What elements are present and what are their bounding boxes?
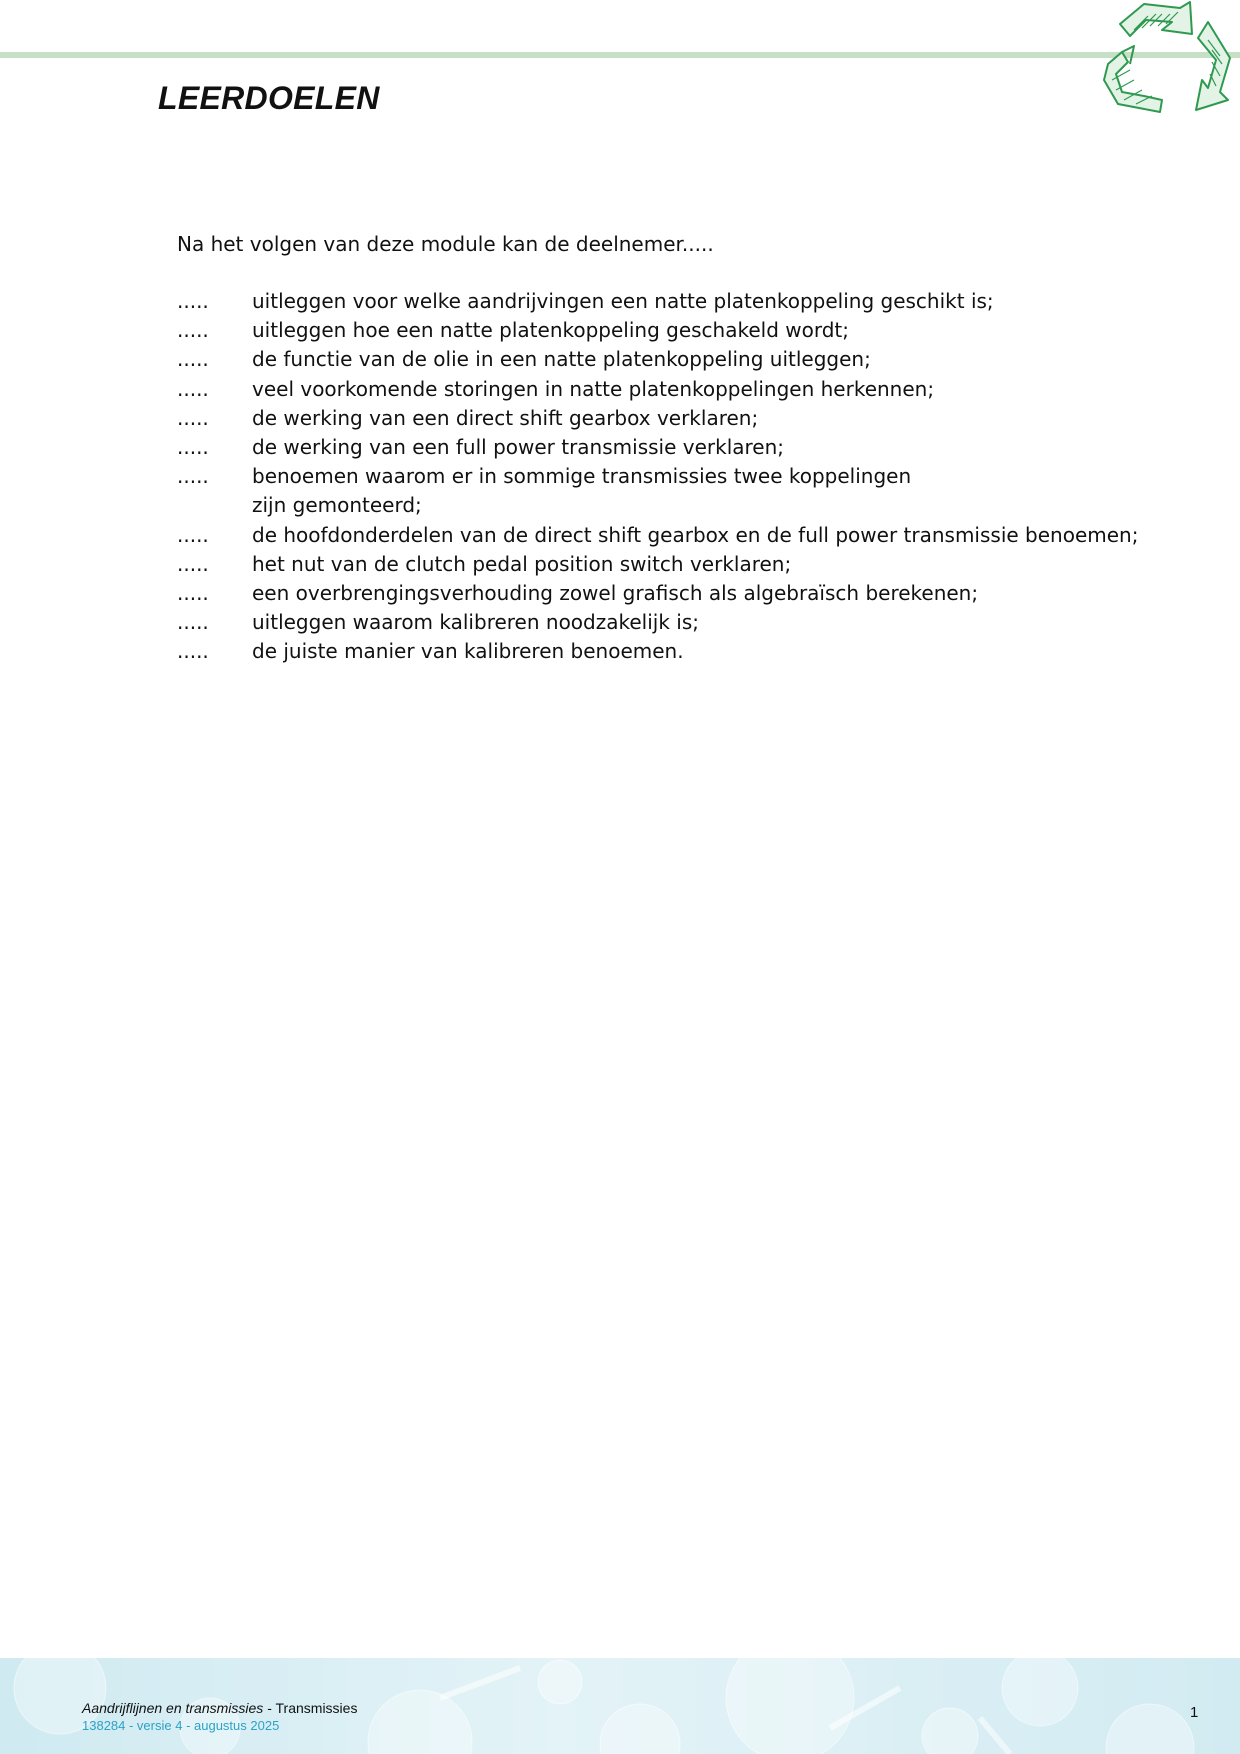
footer-separator: - [263, 1700, 276, 1716]
objective-marker: ..... [177, 347, 209, 372]
objective-item [177, 637, 1217, 666]
objective-item [177, 287, 1217, 316]
footer-chapter: Transmissies [275, 1700, 358, 1716]
objective-marker: ..... [177, 581, 209, 606]
objective-item [177, 404, 1217, 433]
intro-text: Na het volgen van deze module kan de deelnemer..... [177, 232, 714, 256]
objective-marker: ..... [177, 551, 209, 576]
objective-item [177, 550, 1217, 579]
objective-marker: ..... [177, 639, 209, 664]
objective-item [177, 433, 1217, 462]
objective-text: de werking van een direct shift gearbox verklaren; [252, 405, 759, 430]
footer-course-title [82, 1700, 357, 1716]
objective-text: het nut van de clutch pedal position switch verklaren; [252, 551, 792, 576]
objective-text: de juiste manier van kalibreren benoemen. [252, 639, 684, 664]
objective-text: uitleggen waarom kalibreren noodzakelijk is; [252, 610, 699, 635]
objective-text: uitleggen hoe een natte platenkoppeling geschakeld wordt; [252, 318, 850, 343]
objective-text: veel voorkomende storingen in natte platenkoppelingen herkennen; [252, 376, 935, 401]
objective-marker: ..... [177, 435, 209, 460]
learning-objectives-list [177, 287, 1217, 667]
page-footer [0, 1658, 1240, 1754]
objective-text: de functie van de olie in een natte platenkoppeling uitleggen; [252, 347, 871, 372]
objective-marker: ..... [177, 464, 209, 489]
objective-item [177, 375, 1217, 404]
objective-text: de werking van een full power transmissie verklaren; [252, 435, 785, 460]
objective-item [177, 579, 1217, 608]
objective-marker: ..... [177, 289, 209, 313]
objective-text: benoemen waarom er in sommige transmissies twee koppelingen zijn gemonteerd; [252, 464, 912, 518]
recycle-arrows-icon [1100, 0, 1240, 118]
page-number: 1 [1190, 1704, 1199, 1721]
objective-text: de hoofdonderdelen van de direct shift gearbox en de full power transmissie benoemen; [252, 522, 1139, 547]
footer-version-info: 138284 - versie 4 - augustus 2025 [82, 1718, 280, 1733]
objective-item [177, 316, 1217, 345]
objective-marker: ..... [177, 610, 209, 635]
header-rule [0, 52, 1240, 58]
objective-text: een overbrengingsverhouding zowel grafisch als algebraïsch berekenen; [252, 581, 979, 606]
footer-course-name: Aandrijflijnen en transmissies [82, 1700, 264, 1716]
objective-marker: ..... [177, 318, 209, 343]
objective-marker: ..... [177, 522, 209, 547]
objective-item [177, 521, 1217, 550]
objective-item [177, 345, 1217, 374]
objective-marker: ..... [177, 405, 209, 430]
objective-text: uitleggen voor welke aandrijvingen een natte platenkoppeling geschikt is; [252, 289, 994, 313]
objective-marker: ..... [177, 376, 209, 401]
objective-item [177, 608, 1217, 637]
page-title: LEERDOELEN [158, 80, 380, 116]
objective-item [177, 462, 1217, 520]
